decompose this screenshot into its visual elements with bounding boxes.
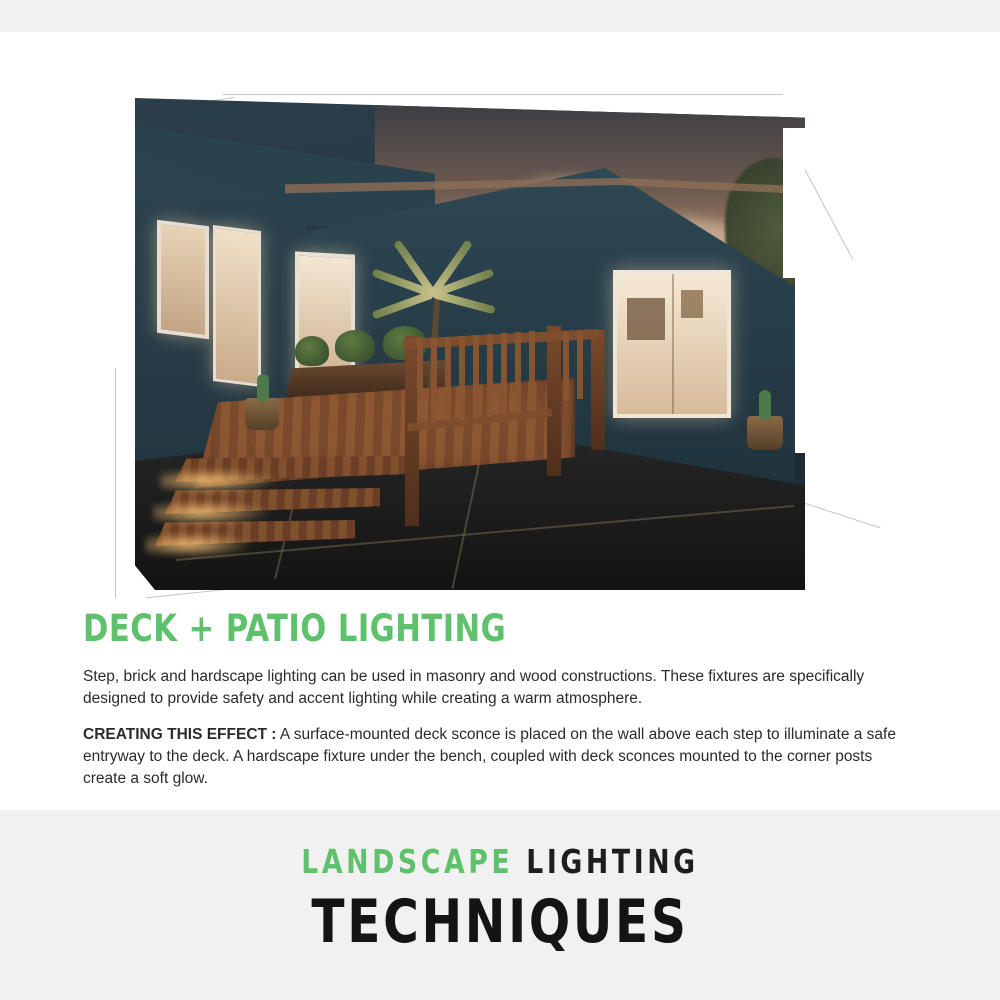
french-doors	[613, 270, 731, 418]
render-corner-mask	[783, 128, 805, 278]
railing-picket	[563, 331, 569, 401]
footer-word-landscape: LANDSCAPE	[301, 842, 514, 881]
page-title: DECK + PATIO LIGHTING	[83, 607, 507, 650]
footer	[0, 810, 1000, 1000]
interior-artwork	[681, 290, 703, 318]
step-light-glow	[145, 532, 255, 558]
footer-title-line-2: TECHNIQUES	[311, 887, 689, 957]
step-light-glow	[153, 500, 273, 526]
interior-furniture	[627, 298, 665, 340]
shrub	[335, 330, 375, 362]
content-area	[0, 32, 1000, 810]
effect-text: A surface-mounted deck sconce is placed on the wall above each step to illuminate a safe entryway to the deck. A hardscape fixture under the bench, coupled with deck sconces mounted to the corner posts create a soft glow.	[83, 726, 896, 787]
railing-picket	[487, 334, 493, 416]
cactus	[759, 390, 771, 420]
text-block	[83, 607, 923, 804]
railing-picket	[577, 331, 583, 399]
shrub	[295, 336, 329, 366]
guide-line-top	[223, 94, 783, 95]
railing-picket	[445, 337, 451, 421]
step-light-glow	[160, 468, 280, 494]
effect-paragraph	[83, 724, 913, 790]
footer-title-line-1	[50, 842, 950, 881]
footer-word-lighting: LIGHTING	[526, 842, 699, 881]
footer-inner	[0, 842, 1000, 957]
intro-paragraph: Step, brick and hardscape lighting can be used in masonry and wood constructions. These fixtures are specifically designed to provide safety and accent lighting while creating a warm atmosphere.	[83, 668, 865, 707]
guide-line-left	[115, 368, 116, 598]
railing-picket	[417, 338, 423, 423]
railing-post	[547, 326, 561, 476]
planter-pot	[245, 398, 279, 430]
railing-picket	[501, 333, 507, 415]
railing-picket	[515, 332, 521, 413]
top-margin-strip	[0, 0, 1000, 32]
render-scene	[135, 98, 805, 590]
railing-post	[591, 330, 605, 450]
illustration-figure	[135, 68, 865, 568]
window	[157, 220, 209, 339]
railing-picket	[459, 336, 465, 420]
render-edge-mask	[795, 268, 805, 453]
railing-picket	[431, 338, 437, 423]
railing-picket	[529, 331, 535, 411]
cactus	[257, 374, 269, 402]
planter-pot	[747, 416, 783, 450]
effect-label: CREATING THIS EFFECT :	[83, 726, 277, 743]
railing-picket	[473, 335, 479, 418]
door-left	[213, 225, 261, 387]
